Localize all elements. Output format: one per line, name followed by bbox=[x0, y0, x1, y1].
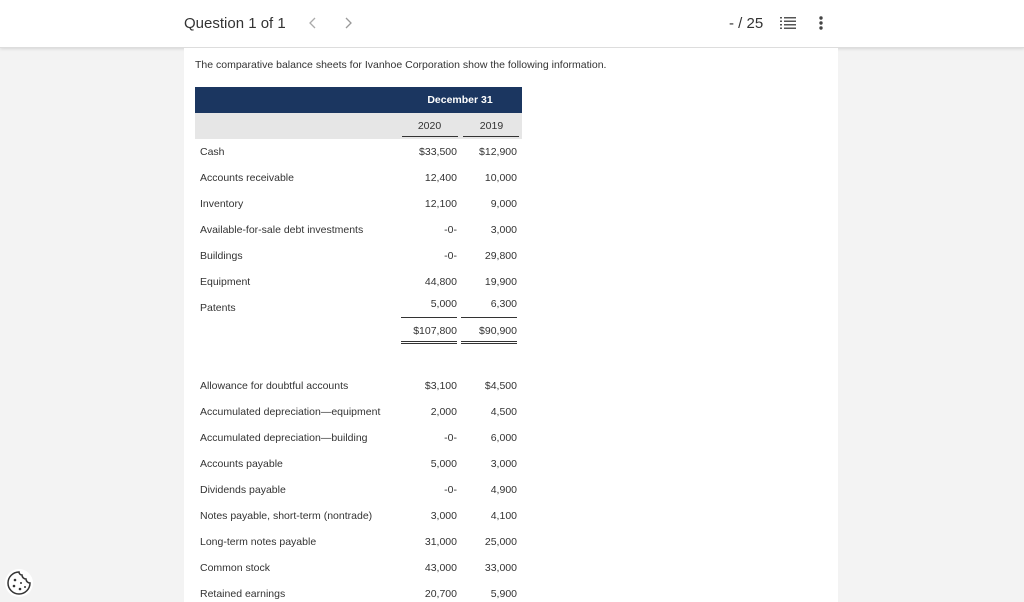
value-2019: $12,900 bbox=[479, 146, 517, 158]
table-row bbox=[195, 295, 522, 321]
value-2019: $4,500 bbox=[484, 380, 517, 392]
value-2019: 19,900 bbox=[484, 276, 517, 288]
value-2019: 29,800 bbox=[484, 250, 517, 262]
row-label: Dividends payable bbox=[200, 484, 286, 496]
chevron-right-icon bbox=[342, 14, 354, 32]
score-display: - / 25 bbox=[729, 15, 764, 32]
row-label: Accumulated depreciation—equipment bbox=[200, 406, 381, 418]
question-label: Question 1 of 1 bbox=[184, 15, 286, 32]
balance-sheet-table bbox=[195, 87, 522, 602]
value-2020: 44,800 bbox=[424, 276, 457, 288]
table-row bbox=[195, 269, 522, 295]
value-2020: -0- bbox=[444, 484, 457, 496]
list-icon[interactable] bbox=[780, 16, 796, 30]
value-2020: -0- bbox=[444, 250, 457, 262]
row-label: Accounts payable bbox=[200, 458, 283, 470]
december-31-header: December 31 bbox=[398, 87, 522, 113]
value-2019: 4,900 bbox=[490, 484, 517, 496]
more-vertical-icon[interactable] bbox=[815, 14, 827, 32]
table-row bbox=[195, 373, 522, 399]
table-row bbox=[195, 503, 522, 529]
top-bar bbox=[0, 0, 1024, 48]
year-row bbox=[195, 113, 522, 139]
table-row bbox=[195, 477, 522, 503]
value-2019: 10,000 bbox=[484, 172, 517, 184]
value-2020: 5,000 bbox=[401, 298, 457, 318]
row-label: Accounts receivable bbox=[200, 172, 294, 184]
total-2020: $107,800 bbox=[401, 325, 457, 344]
value-2019: 25,000 bbox=[484, 536, 517, 548]
year-2020-header: 2020 bbox=[402, 120, 458, 137]
year-2019-header: 2019 bbox=[463, 120, 519, 137]
value-2019: 9,000 bbox=[490, 198, 517, 210]
table-row bbox=[195, 191, 522, 217]
row-label: Long-term notes payable bbox=[200, 536, 317, 548]
row-label: Available-for-sale debt investments bbox=[200, 224, 364, 236]
value-2019: 3,000 bbox=[490, 224, 517, 236]
row-label: Buildings bbox=[200, 250, 243, 262]
table-row bbox=[195, 425, 522, 451]
value-2019: 3,000 bbox=[490, 458, 517, 470]
value-2019: 6,000 bbox=[490, 432, 517, 444]
value-2020: 12,400 bbox=[424, 172, 457, 184]
table-row bbox=[195, 581, 522, 602]
row-label: Patents bbox=[200, 302, 236, 314]
chevron-left-icon bbox=[307, 14, 319, 32]
total-2019: $90,900 bbox=[461, 325, 517, 344]
table-row bbox=[195, 529, 522, 555]
question-intro: The comparative balance sheets for Ivanhoe Corporation show the following information. bbox=[195, 59, 607, 71]
value-2020: $3,100 bbox=[424, 380, 457, 392]
table-header-row bbox=[195, 87, 522, 113]
value-2020: -0- bbox=[444, 224, 457, 236]
table-row bbox=[195, 555, 522, 581]
table-row bbox=[195, 451, 522, 477]
row-label: Accumulated depreciation—building bbox=[200, 432, 368, 444]
value-2019: 33,000 bbox=[484, 562, 517, 574]
table-row bbox=[195, 217, 522, 243]
value-2020: 31,000 bbox=[424, 536, 457, 548]
value-2020: -0- bbox=[444, 432, 457, 444]
row-label: Allowance for doubtful accounts bbox=[200, 380, 349, 392]
value-2020: 2,000 bbox=[430, 406, 457, 418]
question-content bbox=[184, 48, 838, 602]
value-2020: $33,500 bbox=[419, 146, 457, 158]
value-2019: 4,100 bbox=[490, 510, 517, 522]
value-2020: 43,000 bbox=[424, 562, 457, 574]
value-2020: 5,000 bbox=[430, 458, 457, 470]
row-label: Inventory bbox=[200, 198, 244, 210]
value-2020: 20,700 bbox=[424, 588, 457, 600]
row-label: Notes payable, short-term (nontrade) bbox=[200, 510, 373, 522]
table-row bbox=[195, 139, 522, 165]
cookie-icon[interactable] bbox=[5, 569, 33, 597]
next-question-button[interactable] bbox=[342, 14, 354, 32]
previous-question-button[interactable] bbox=[307, 14, 319, 32]
table-row bbox=[195, 165, 522, 191]
table-row bbox=[195, 399, 522, 425]
total-row bbox=[195, 321, 522, 347]
value-2019: 6,300 bbox=[461, 298, 517, 318]
value-2019: 5,900 bbox=[490, 588, 517, 600]
value-2019: 4,500 bbox=[490, 406, 517, 418]
value-2020: 12,100 bbox=[424, 198, 457, 210]
table-row bbox=[195, 243, 522, 269]
spacer-row bbox=[195, 347, 522, 373]
row-label: Common stock bbox=[200, 562, 271, 574]
row-label: Cash bbox=[200, 146, 225, 158]
row-label: Equipment bbox=[200, 276, 251, 288]
row-label: Retained earnings bbox=[200, 588, 286, 600]
value-2020: 3,000 bbox=[430, 510, 457, 522]
